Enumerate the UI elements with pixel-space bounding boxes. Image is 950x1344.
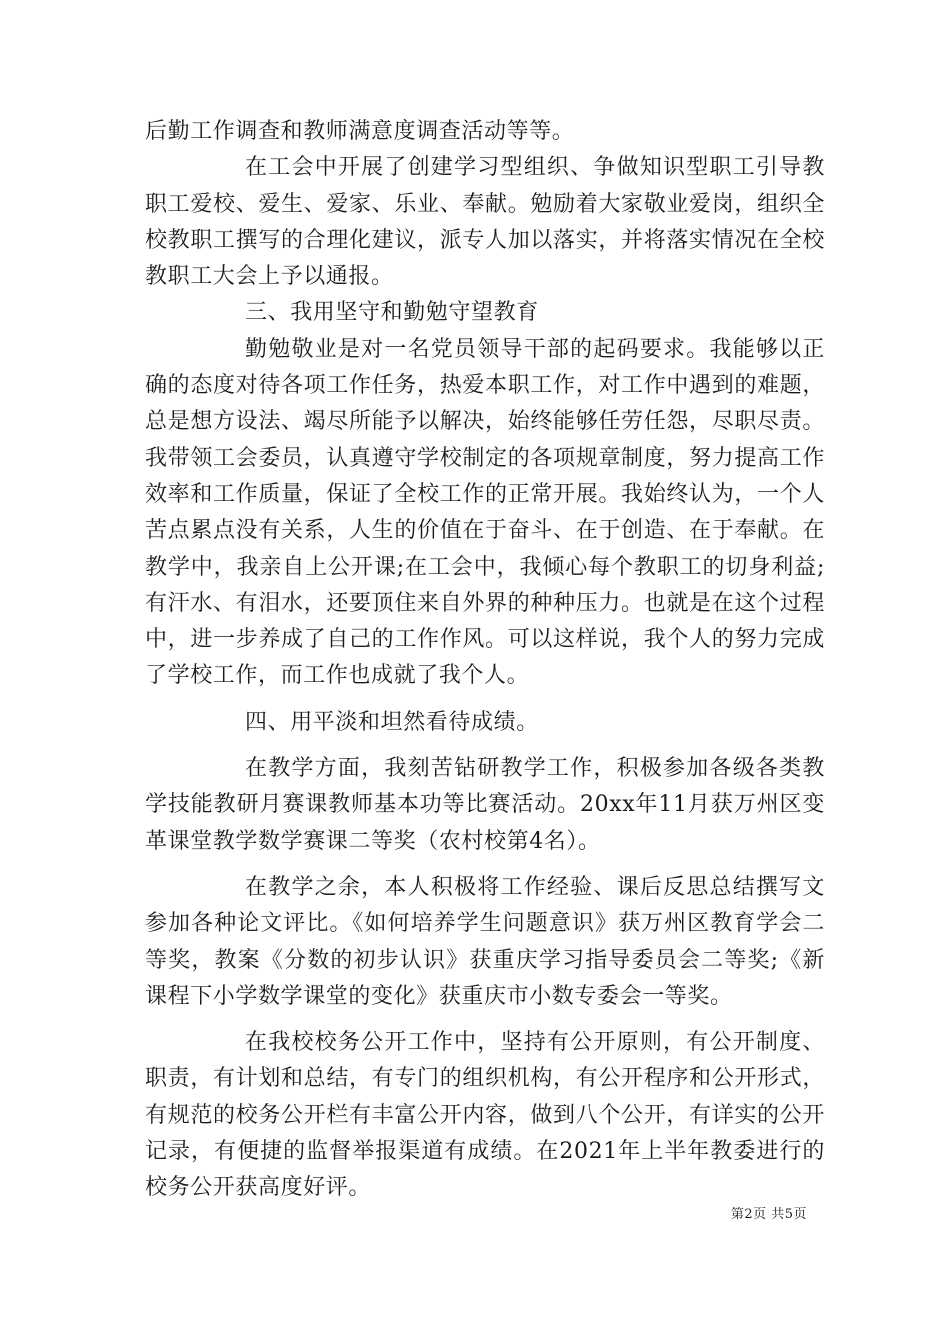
section-heading-4: 四、用平淡和坦然看待成绩。 (245, 709, 539, 735)
section-heading-3: 三、我用坚守和勤勉守望教育 (245, 300, 539, 326)
paragraph-union-activities: 在工会中开展了创建学习型组织、争做知识型职工引导教职工爱校、爱生、爱家、乐业、奉献。勉励着大家敬业爱岗，组织全校教职工撰写的合理化建议，派专人加以落实，并将落实情况在全校教职工大会上予以通报。 (145, 155, 825, 290)
paragraph-paper-awards: 在教学之余，本人积极将工作经验、课后反思总结撰写文参加各种论文评比。《如何培养学生问题意识》获万州区教育学会二等奖，教案《分数的初步认识》获重庆学习指导委员会二等奖;《新课程下小学数学课堂的变化》获重庆市小数专委会一等奖。 (145, 874, 825, 1009)
paragraph-school-affairs: 在我校校务公开工作中，坚持有公开原则，有公开制度、职责，有计划和总结，有专门的组织机构，有公开程序和公开形式，有规范的校务公开栏有丰富公开内容，做到八个公开，有详实的公开记录，有便捷的监督举报渠道有成绩。在2021年上半年教委进行的校务公开获高度好评。 (145, 1030, 825, 1201)
paragraph-continuation: 后勤工作调查和教师满意度调查活动等等。 (145, 119, 575, 144)
document-body (145, 114, 825, 1207)
paragraph-diligence: 勤勉敬业是对一名党员领导干部的起码要求。我能够以正确的态度对待各项工作任务，热爱本职工作，对工作中遇到的难题，总是想方设法、竭尽所能予以解决，始终能够任劳任怨，尽职尽责。我带领工会委员，认真遵守学校制定的各项规章制度，努力提高工作效率和工作质量，保证了全校工作的正常开展。我始终认为，一个人苦点累点没有关系，人生的价值在于奋斗、在于创造、在于奉献。在教学中，我亲自上公开课;在工会中，我倾心每个教职工的切身利益;有汗水、有泪水，还要顶住来自外界的种种压力。也就是在这个过程中，进一步养成了自己的工作作风。可以这样说，我个人的努力完成了学校工作，而工作也成就了我个人。 (145, 336, 825, 689)
paragraph-teaching-awards: 在教学方面，我刻苦钻研教学工作，积极参加各级各类教学技能教研月赛课教师基本功等比赛活动。20xx年11月获万州区变革课堂教学数学赛课二等奖（农村校第4名）。 (145, 756, 825, 854)
page-number: 第2页 共5页 (730, 1207, 807, 1222)
